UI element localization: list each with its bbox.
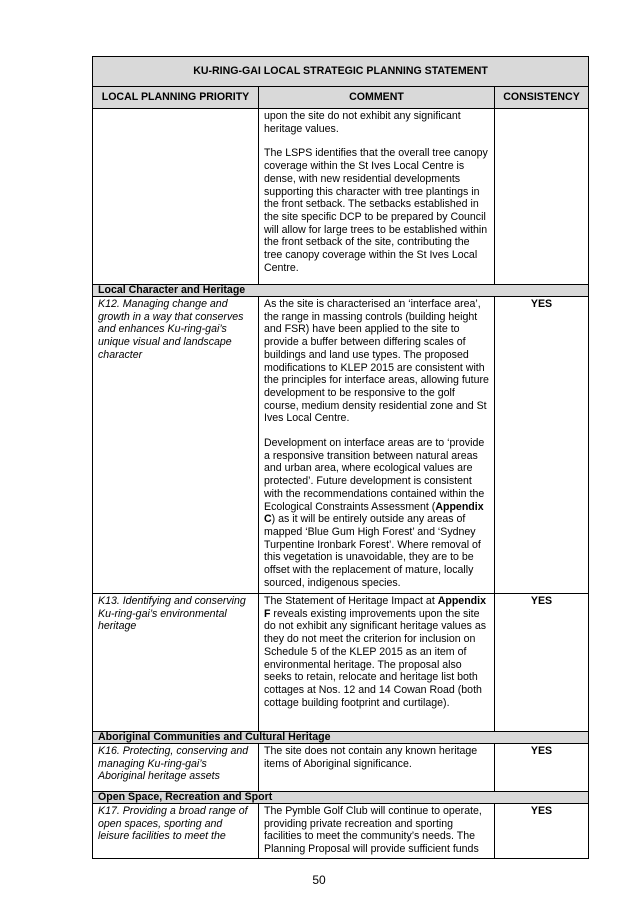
table-row — [93, 594, 589, 732]
comment-cell — [259, 109, 495, 285]
comment-text: reveals existing improvements upon the site do not exhibit any significant heritage values as they do not meet the criterion for inclusion on Schedule 5 of the KLEP 2015 as an item of environmental heritage. The proposal also seeks to retain, relocate and heritage list both cottages at Nos. 12 and 14 Cowan Road (both cottage building footprint and curtilage). — [264, 607, 487, 709]
section-heading: Open Space, Recreation and Sport — [93, 792, 589, 804]
comment-cell — [259, 594, 495, 732]
consistency-cell: YES — [495, 744, 589, 792]
section-heading: Aboriginal Communities and Cultural Heritage — [93, 732, 589, 744]
page-number: 50 — [312, 873, 326, 887]
header-priority: LOCAL PLANNING PRIORITY — [93, 87, 259, 109]
appendix-reference: Appendix C — [264, 500, 484, 526]
header-consistency: CONSISTENCY — [495, 87, 589, 109]
comment-paragraph: As the site is characterised an ‘interface area’, the range in massing controls (building height and FSR) have been applied to the site to provide a buffer between differing scales of buildings and land use types. The proposed modifications to KLEP 2015 are consistent with the principles for interface areas, allowing future development to be responsive to the golf course, medium density residential zone and St Ives Local Centre. — [264, 298, 489, 425]
consistency-cell: YES — [495, 594, 589, 732]
planning-statement-table — [92, 56, 589, 859]
comment-text: ) as it will be entirely outside any areas of mapped ‘Blue Gum High Forest’ and ‘Sydney Turpentine Ironbark Forest’. Where removal of this vegetation is unavoidable, they are to be offset with the replacement of mature, locally sourced, indigenous species. — [264, 513, 481, 589]
priority-cell — [93, 109, 259, 285]
appendix-reference: Appendix F — [264, 595, 486, 620]
table-row — [93, 109, 589, 285]
comment-cell: The Pymble Golf Club will continue to operate, providing private recreation and sporting facilities to meet the community’s needs. The Planning Proposal will provide sufficient funds — [259, 804, 495, 859]
consistency-cell: YES — [495, 804, 589, 859]
comment-paragraph: The LSPS identifies that the overall tree canopy coverage within the St Ives Local Centre is dense, with new residential developments supporting this character with tree plantings in the front setback. The setbacks established in the site specific DCP to be prepared by Council will allow for large trees to be established within the front setback of the site, contributing the tree canopy coverage within the St Ives Local Centre. — [264, 147, 488, 274]
comment-paragraph — [264, 595, 489, 709]
table-row — [93, 804, 589, 859]
priority-cell: K17. Providing a broad range of open spaces, sporting and leisure facilities to meet the — [93, 804, 259, 859]
comment-cell: The site does not contain any known heritage items of Aboriginal significance. — [259, 744, 495, 792]
table-row — [93, 744, 589, 792]
priority-cell: K12. Managing change and growth in a way that conserves and enhances Ku-ring-gai’s unique visual and landscape character — [93, 297, 259, 594]
consistency-cell: YES — [495, 297, 589, 594]
table-title: KU-RING-GAI LOCAL STRATEGIC PLANNING STATEMENT — [93, 57, 589, 87]
priority-cell: K13. Identifying and conserving Ku-ring-gai’s environmental heritage — [93, 594, 259, 732]
comment-text: The Statement of Heritage Impact at — [264, 595, 438, 607]
header-comment: COMMENT — [259, 87, 495, 109]
comment-cell — [259, 297, 495, 594]
comment-paragraph: upon the site do not exhibit any significant heritage values. — [264, 110, 461, 135]
table-row — [93, 297, 589, 594]
consistency-cell — [495, 109, 589, 285]
priority-cell: K16. Protecting, conserving and managing Ku-ring-gai’s Aboriginal heritage assets — [93, 744, 259, 792]
section-heading: Local Character and Heritage — [93, 285, 589, 297]
comment-text: Development on interface areas are to ‘provide a responsive transition between natural areas and urban area, where ecological values are protected’. Future development is consistent with the recommendations contained within the Ecological Constraints Assessment ( — [264, 437, 485, 513]
comment-paragraph — [264, 437, 489, 589]
